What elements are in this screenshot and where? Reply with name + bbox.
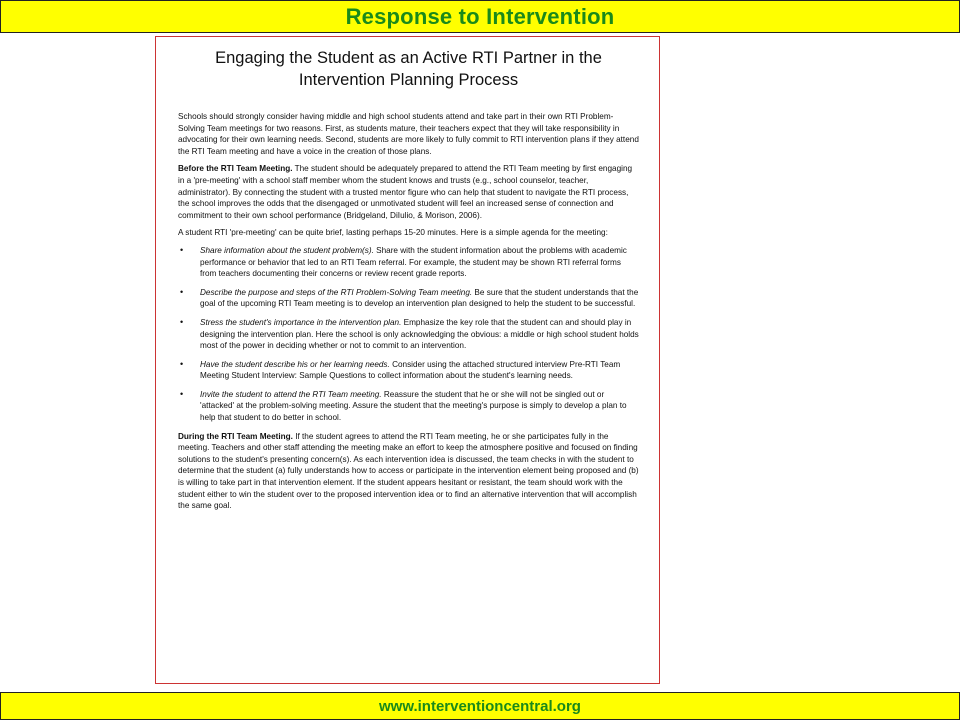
bullet-icon: •	[180, 316, 184, 327]
document-title: Engaging the Student as an Active RTI Partner in the Intervention Planning Process	[215, 49, 602, 89]
agenda-item	[178, 245, 639, 280]
agenda-item	[178, 389, 639, 424]
during-meeting-text: If the student agrees to attend the RTI Team meeting, he or she participates fully in the meeting. Teachers and other staff attending the meeting make an effort to keep the atmosphere positive and focused on finding solutions to the student's presenting concern(s). As each intervention idea is discussed, the team checks in with the student to determine that the student (a) fully understands how to access or participate in the intervention element being proposed and (b) is willing to take part in that intervention element. If the student appears hesitant or resistant, the team should work with the student either to win the student over to the proposed intervention idea or to find an alternative intervention that will accomplish the same goal.	[178, 431, 639, 511]
agenda-item-text: Emphasize the key role that the student can and should play in designing the intervention plan. Here the school is only acknowledging the obvious: a middle or high school student holds most of the power in deciding whether or not to commit to an intervention.	[200, 317, 639, 351]
before-meeting-heading: Before the RTI Team Meeting.	[178, 164, 293, 174]
agenda-item-text: Consider using the attached structured interview Pre-RTI Team Meeting Student Interview: Sample Questions to collect information about the student's learning needs.	[200, 359, 621, 381]
agenda-item-lead: Have the student describe his or her learning needs.	[200, 359, 390, 369]
agenda-item-lead: Stress the student's importance in the intervention plan.	[200, 317, 402, 327]
document-page	[155, 36, 660, 684]
during-meeting-heading: During the RTI Team Meeting.	[178, 431, 293, 441]
agenda-item-text: Share with the student information about the problems with academic performance or behavior that led to an RTI Team referral. For example, the student may be shown RTI referral forms from teachers documenting their concerns or review recent grade reports.	[200, 245, 627, 279]
agenda-item-lead: Share information about the student problem(s).	[200, 245, 374, 255]
agenda-intro: A student RTI 'pre-meeting' can be quite brief, lasting perhaps 15-20 minutes. Here is a simple agenda for the meeting:	[178, 228, 608, 238]
before-meeting-paragraph	[178, 163, 639, 221]
agenda-list	[178, 245, 639, 424]
header-bar	[0, 0, 960, 33]
header-title: Response to Intervention	[345, 3, 615, 29]
agenda-item-lead: Invite the student to attend the RTI Team meeting.	[200, 389, 382, 399]
agenda-item	[178, 317, 639, 352]
agenda-item-text: Reassure the student that he or she will not be singled out or 'attacked' at the problem-solving meeting. Assure the student that the meeting's purpose is simply to develop a plan to help that student to do better in school.	[200, 389, 627, 423]
before-meeting-text: The student should be adequately prepared to attend the RTI Team meeting by first engaging in a 'pre-meeting' with a school staff member whom the student knows and trusts (e.g., school counselor, teacher, administrator). By connecting the student with a trusted mentor figure who can help that student to navigate the RTI process, the school improves the odds that the disengaged or unmotivated student will feel an increased sense of connection and commitment to their own school performance (Bridgeland, DiIulio, & Morison, 2006).	[178, 164, 633, 220]
bullet-icon: •	[180, 358, 184, 369]
agenda-item	[178, 359, 639, 382]
during-meeting-paragraph	[178, 431, 639, 512]
agenda-item-text: Be sure that the student understands that the goal of the upcoming RTI Team meeting is to develop an intervention plan designed to help the student to be successful.	[200, 287, 639, 309]
footer-bar	[0, 692, 960, 720]
bullet-icon: •	[180, 388, 184, 399]
agenda-item-lead: Describe the purpose and steps of the RTI Problem-Solving Team meeting.	[200, 287, 473, 297]
agenda-item	[178, 287, 639, 310]
footer-url-link[interactable]: www.interventioncentral.org	[379, 697, 581, 715]
bullet-icon: •	[180, 286, 184, 297]
bullet-icon: •	[180, 244, 184, 255]
intro-paragraph: Schools should strongly consider having middle and high school students attend and take part in their own RTI Problem-Solving Team meetings for two reasons. First, as students mature, their teachers expect that they will take responsibility in advocating for their own learning needs. Second, students are more likely to fully commit to RTI intervention plans if they attend the RTI Team meeting and have a voice in the creation of those plans.	[178, 112, 639, 156]
